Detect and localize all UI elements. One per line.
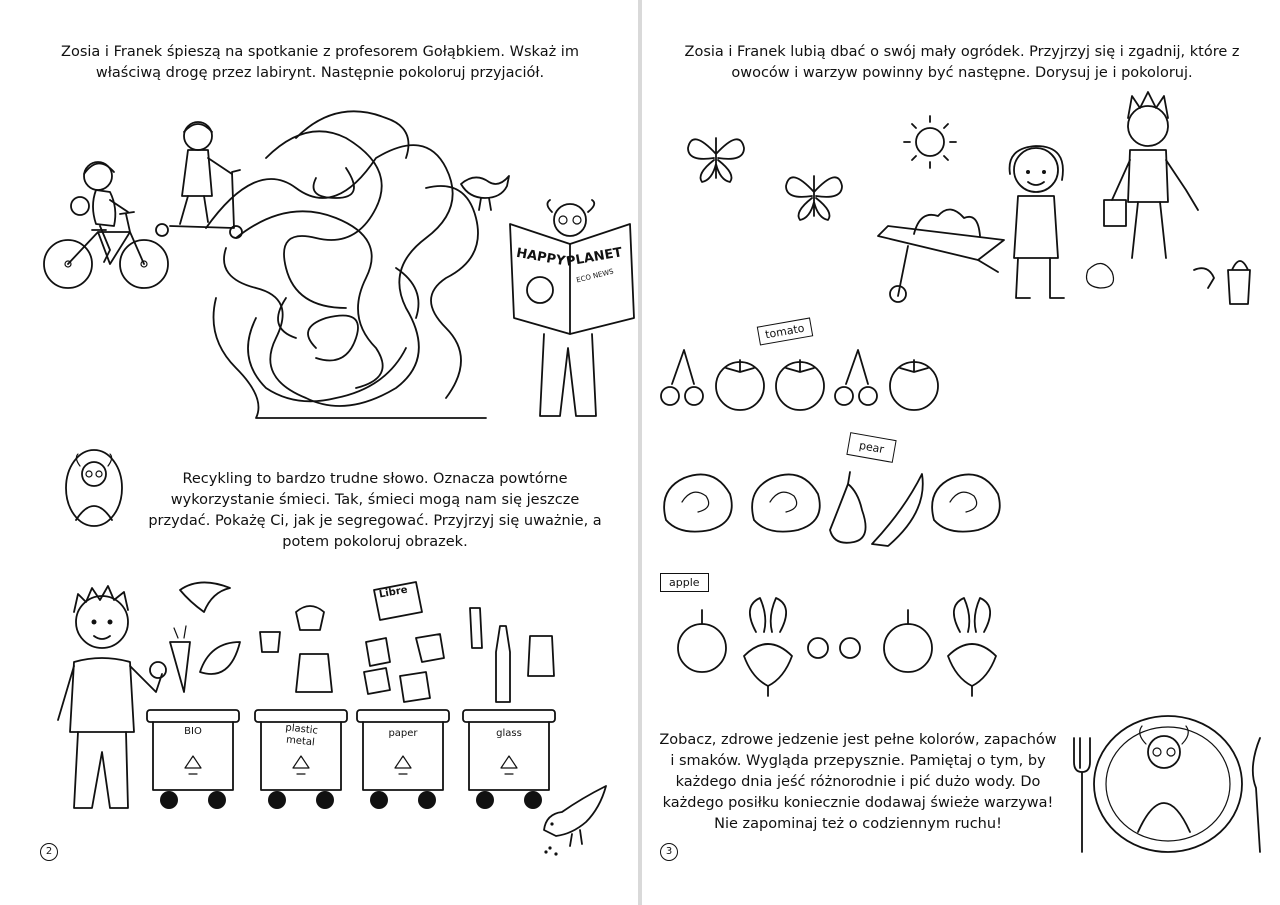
sign-tomato: tomato — [757, 317, 813, 345]
cabbage-icon — [664, 474, 732, 531]
butterfly-icon — [686, 124, 746, 184]
apple-icon — [678, 610, 726, 672]
cabbage-icon — [932, 474, 1000, 531]
jar-icon — [528, 636, 554, 676]
recycling-text: Recykling to bardzo trudne słowo. Oznacza powtórne wykorzystanie śmieci. Tak, śmieci mogą nam się jeszcze przydać. Pokażę Ci, jak je segregować. Przyjrzyj się uważnie, a potem pokoloruj obrazek. — [148, 471, 602, 550]
cherries-icon — [661, 350, 703, 405]
beetroot-icon — [948, 598, 996, 696]
small-fruits-icon — [808, 638, 860, 658]
maze-labyrinth — [196, 98, 496, 428]
bird-illustration — [455, 168, 515, 212]
bin-plastic-metal — [253, 708, 349, 812]
cabbage-icon — [752, 474, 820, 531]
bin-paper — [355, 708, 451, 812]
garden-instruction: Zosia i Franek lubią dbać o swój mały ogródek. Przyjrzyj się i zgadnij, które z owoców i warzyw powinny być następne. Dorysuj je i pokoloruj. — [684, 44, 1240, 81]
newspaper-subtitle: ECO NEWS — [575, 267, 615, 285]
gloves-icon — [1194, 268, 1214, 288]
banana-icon — [180, 582, 230, 612]
fork-icon — [1074, 738, 1090, 852]
glass-bottle-icon — [470, 608, 482, 648]
boy-face — [1128, 106, 1168, 146]
newspaper-title-happy: HAPPY — [515, 245, 567, 270]
carton-label: Libre — [378, 584, 409, 601]
fruit-pattern-row-3 — [672, 586, 1002, 698]
plastic-bag-icon — [296, 654, 332, 692]
beetroot-icon — [744, 598, 792, 696]
wine-bottle-icon — [496, 626, 510, 702]
apple-icon — [884, 610, 932, 672]
wheelbarrow-icon — [878, 226, 1004, 260]
bin-bio — [145, 708, 241, 812]
professor-on-plate-illustration — [1066, 708, 1272, 858]
sign-pear: pear — [846, 432, 896, 463]
professor-reading-newspaper — [510, 198, 640, 424]
tomato-icon — [890, 360, 938, 410]
bin-label-plastic-metal: plastic metal — [284, 722, 319, 749]
right-page — [642, 0, 1280, 905]
fruit-pattern-row-1 — [660, 340, 960, 420]
tin-can-icon — [296, 606, 324, 630]
carrot-icon — [170, 642, 190, 692]
tomato-icon — [776, 360, 824, 410]
waste-items-illustration — [160, 572, 560, 702]
newspaper-title-planet: PLANET — [565, 245, 624, 270]
strawberry-plant-icon — [1087, 263, 1114, 288]
watering-can-icon — [1228, 261, 1250, 304]
bin-label-bio: BIO — [184, 726, 202, 737]
healthy-food-text: Zobacz, zdrowe jedzenie jest pełne kolorów, zapachów i smaków. Wygląda przepysznie. Pamiętaj o tym, by każdego dnia jeść różnorodnie i pić dużo wody. Do każdego posiłku koniecznie dodawaj świeże warzywa! Nie zapominaj też o codziennym ruchu! — [659, 732, 1057, 832]
professor-portrait-icon — [62, 448, 126, 530]
left-page — [0, 0, 638, 905]
page-number-left: 2 — [40, 843, 58, 861]
maze-instruction: Zosia i Franek śpieszą na spotkanie z profesorem Gołąbkiem. Wskaż im właściwą drogę przez labirynt. Następnie pokoloruj przyjaciół. — [61, 44, 579, 81]
cherries-icon — [835, 350, 877, 405]
paper-scraps-icon — [364, 634, 444, 702]
bin-label-paper: paper — [388, 728, 418, 739]
pigeon-pecking-illustration — [536, 778, 622, 858]
recycling-bins — [145, 708, 555, 812]
watermelon-slice-icon — [200, 642, 240, 674]
butterfly-icon — [784, 162, 844, 222]
yogurt-cup-icon — [260, 632, 280, 652]
sign-apple: apple — [660, 573, 709, 592]
garden-scene-illustration — [868, 140, 1260, 320]
fruit-pattern-row-2 — [658, 450, 1028, 550]
pea-pod-icon — [872, 474, 923, 546]
tomato-icon — [716, 360, 764, 410]
pear-icon — [830, 472, 866, 543]
knife-icon — [1253, 738, 1260, 852]
bucket-icon — [1104, 200, 1126, 226]
page-number-right: 3 — [660, 843, 678, 861]
bin-label-glass: glass — [496, 728, 522, 739]
